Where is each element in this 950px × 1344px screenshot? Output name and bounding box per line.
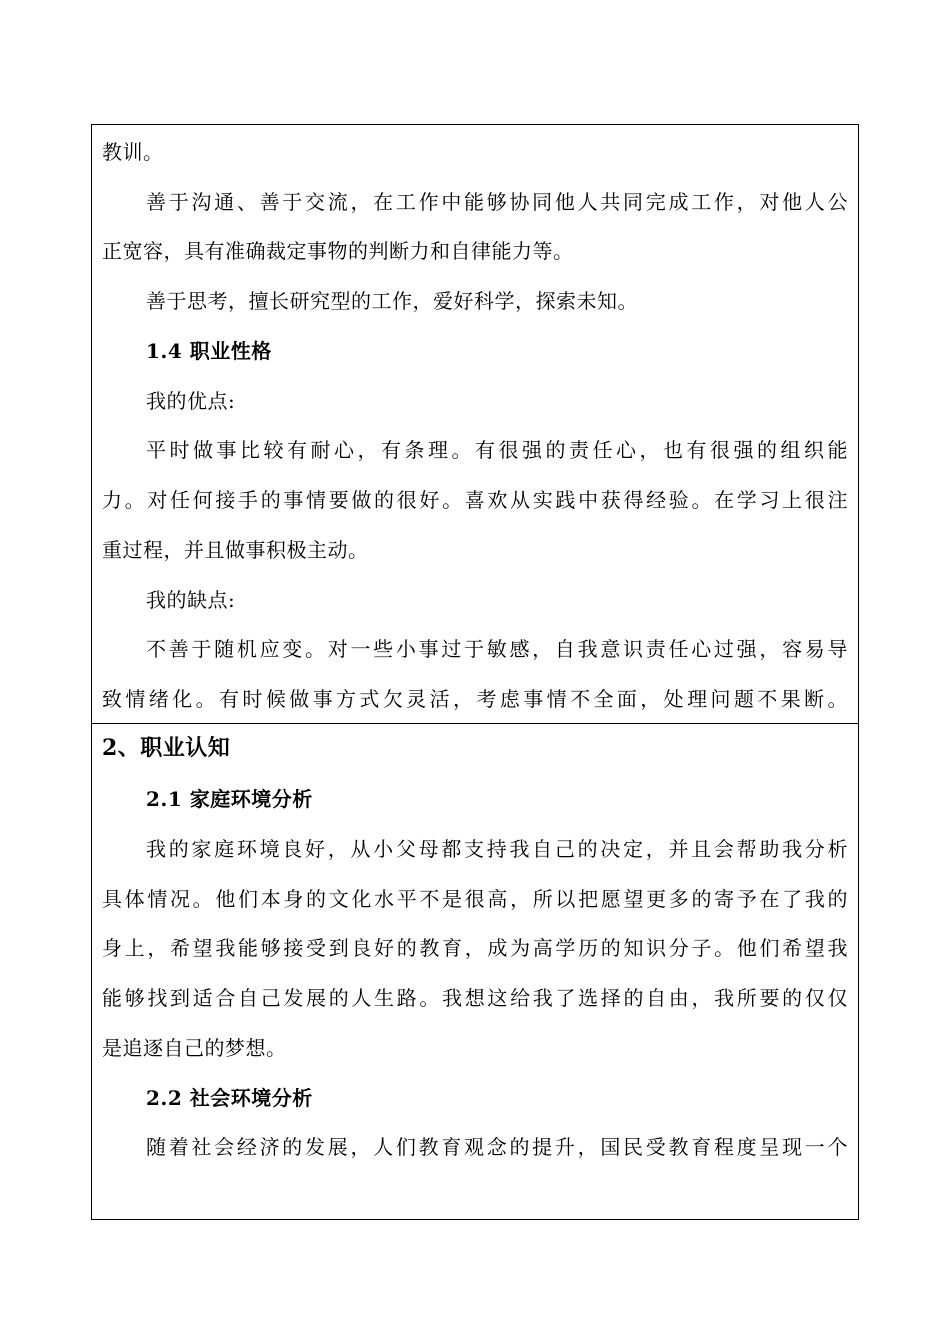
document-table (91, 124, 859, 1220)
paragraph-line: 平时做事比较有耐心，有条理。有很强的责任心，也有很强的组织能 (146, 438, 848, 462)
paragraph-line: 教训。 (102, 140, 164, 164)
table-cell-personal-analysis (92, 125, 858, 724)
paragraph-line: 身上，希望我能够接受到良好的教育，成为高学历的知识分子。他们希望我 (102, 936, 848, 960)
paragraph-line: 重过程，并且做事积极主动。 (102, 538, 369, 562)
paragraph-line: 正宽容，具有准确裁定事物的判断力和自律能力等。 (102, 239, 574, 263)
paragraph-line: 不善于随机应变。对一些小事过于敏感，自我意识责任心过强，容易导 (146, 637, 848, 661)
section-heading-1-4: 1.4 职业性格 (146, 339, 272, 363)
paragraph-line: 我的家庭环境良好，从小父母都支持我自己的决定，并且会帮助我分析 (146, 837, 848, 861)
table-cell-career-cognition (92, 724, 858, 1219)
paragraph-line: 我的缺点: (146, 588, 236, 612)
section-heading-2-1: 2.1 家庭环境分析 (146, 787, 313, 811)
paragraph-line: 力。对任何接手的事情要做的很好。喜欢从实践中获得经验。在学习上很注 (102, 488, 848, 512)
paragraph-line: 我的优点: (146, 389, 236, 413)
paragraph-line: 致情绪化。有时候做事方式欠灵活，考虑事情不全面，处理问题不果断。 (102, 687, 848, 711)
section-heading-2-2: 2.2 社会环境分析 (146, 1086, 313, 1110)
paragraph-line: 具体情况。他们本身的文化水平不是很高，所以把愿望更多的寄予在了我的 (102, 887, 848, 911)
paragraph-line: 是追逐自己的梦想。 (102, 1036, 287, 1060)
paragraph-line: 善于思考，擅长研究型的工作，爱好科学，探索未知。 (146, 289, 638, 313)
paragraph-line: 随着社会经济的发展，人们教育观念的提升，国民受教育程度呈现一个 (146, 1135, 848, 1159)
section-heading-2: 2、职业认知 (102, 735, 231, 761)
paragraph-line: 能够找到适合自己发展的人生路。我想这给我了选择的自由，我所要的仅仅 (102, 986, 848, 1010)
paragraph-line: 善于沟通、善于交流，在工作中能够协同他人共同完成工作，对他人公 (146, 190, 848, 214)
